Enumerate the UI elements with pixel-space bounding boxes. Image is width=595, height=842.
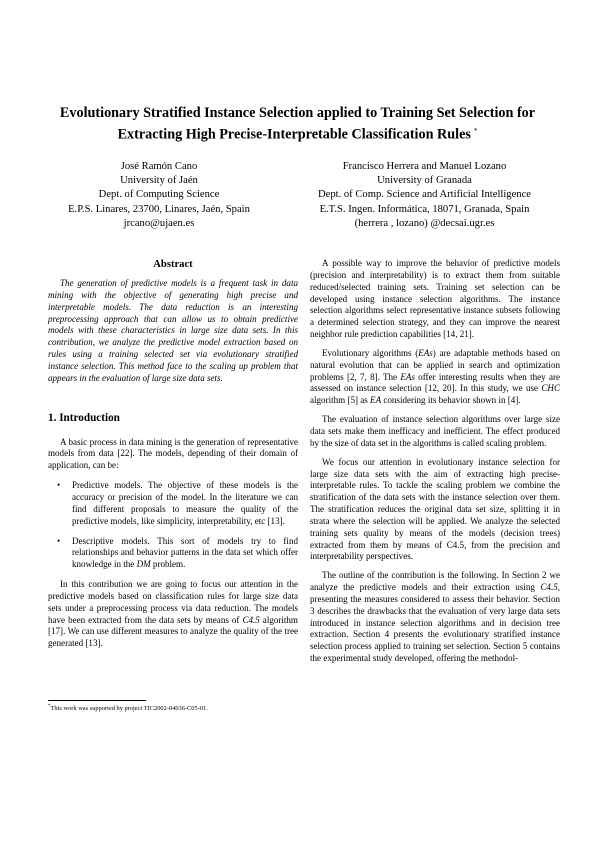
paragraph-text: considering its behavior shown in [4]. bbox=[381, 395, 521, 406]
title-line-1: Evolutionary Stratified Instance Selection applied to Training Set Selection for bbox=[59, 105, 536, 121]
footnote-text: This work was supported by project TIC2002-04036-C05-01. bbox=[50, 705, 208, 713]
author-affiliation: University of Granada bbox=[377, 175, 472, 187]
bullet-icon: • bbox=[57, 480, 61, 491]
paragraph-emphasis: EA bbox=[370, 395, 382, 406]
paragraph-emphasis: C4.5 bbox=[242, 614, 260, 625]
footnote-divider bbox=[48, 700, 146, 701]
title-line-2-text: Extracting High Precise-Interpretable Classification Rules bbox=[117, 126, 471, 143]
footnote-mark: * bbox=[48, 704, 51, 709]
title-footnote-mark: * bbox=[473, 127, 478, 135]
list-item bbox=[48, 536, 298, 572]
paragraph-emphasis: CHC bbox=[541, 383, 560, 394]
list-item bbox=[48, 480, 298, 527]
paragraph-text: The outline of the contribution is the following. In Section 2 we analyze the predictive models and their extraction using bbox=[310, 570, 560, 593]
author-address: E.P.S. Linares, 23700, Linares, Jaén, Spain bbox=[68, 203, 250, 215]
list-item-text: Predictive models. The objective of these models is the accuracy or precision of the model. In the literature we can find different proposals to measure the quality of the predictive models, like simplicity, interpretability, etc [13]. bbox=[72, 480, 298, 526]
left-column bbox=[48, 258, 298, 650]
author-address: E.T.S. Ingen. Informática, 18071, Granada, Spain bbox=[319, 203, 530, 215]
list-item-text: Descriptive models. This sort of models try to find relationships and behavior patterns in the data set which offer knowledge in the bbox=[72, 535, 298, 570]
right-paragraph-1: A possible way to improve the behavior of predictive models (precision and interpretability) is to extract them from suitable reduced/selected training sets. Training set selection can be developed using instance selection algorithms. The instance selection algorithms select representative instance subsets following a determined selection strategy, and they can improve the nearest neighbor rule prediction capabilities [14, 21]. bbox=[310, 258, 560, 340]
footnote bbox=[48, 703, 298, 713]
author-email: jrcano@ujaen.es bbox=[123, 217, 195, 229]
author-name: José Ramón Cano bbox=[120, 161, 198, 172]
bullet-icon: • bbox=[57, 535, 61, 546]
paragraph-emphasis: C4.5 bbox=[540, 582, 558, 593]
paragraph-text: algorithm [5] as bbox=[310, 395, 371, 406]
paragraph-emphasis: EAs bbox=[400, 371, 415, 382]
author-department: Dept. of Comp. Science and Artificial Intelligence bbox=[318, 189, 531, 201]
paper-title bbox=[40, 104, 555, 144]
paragraph-text: algorithm [17]. We can use different measures to analyze the quality of the tree generated [13]. bbox=[48, 614, 298, 649]
paragraph-text: In this contribution we are going to focus our attention in the predictive models based on classification rules for large size data sets under a preprocessing process via data reduction. The models have been extracted from the data sets by means of bbox=[48, 579, 298, 625]
paragraph-emphasis: EAs bbox=[418, 347, 433, 358]
right-paragraph-3: The evaluation of instance selection algorithms over large size data sets make them inefficacy and inefficient. The effect produced by the size of data set in the algorithms is called scaling problem. bbox=[310, 414, 560, 448]
author-name: Francisco Herrera and Manuel Lozano bbox=[342, 161, 507, 172]
intro-paragraph-2 bbox=[48, 579, 298, 650]
author-department: Dept. of Computing Science bbox=[98, 189, 220, 201]
section-heading-introduction: 1. Introduction bbox=[48, 411, 120, 424]
right-paragraph-4: We focus our attention in evolutionary instance selection for large size data sets with the aim of extracting high precise-interpretable rules. To tackle the scaling problem we combine the stratification of the data sets with the instance selection over them. The stratification reduces the original data set size, splitting it in strata where the selection will be applied. We analyze the selected training sets quality by means of the models (decision trees) extracted from them by means of C4.5, from the precision and interpretability perspectives. bbox=[310, 456, 560, 562]
right-column bbox=[310, 258, 560, 665]
author-affiliation: University of Jaén bbox=[120, 175, 198, 187]
list-item-text-end: problem. bbox=[150, 559, 186, 570]
right-paragraph-2 bbox=[310, 348, 560, 407]
title-line-2 bbox=[40, 122, 555, 144]
abstract-heading: Abstract bbox=[153, 259, 193, 270]
right-paragraph-5 bbox=[310, 570, 560, 665]
abstract-text: The generation of predictive models is a frequent task in data mining with the objective of generating high precise and interpretable models. The data reduction is an interesting preprocessing approach that can allow us to obtain predictive models with these characteristics in large size data sets. In this contribution, we analyze the predictive model extraction based on rules using a training selected set via evolutionary stratified instance selection. This method face to the scaling up problem that appears in the evaluation of large size data sets. bbox=[48, 278, 298, 383]
paragraph-text: , presenting the measures considered to assess their behavior. Section 3 describes the drawbacks that the evaluation of very large data sets introduced in instance selection algorithms and in decision tree extraction. Section 4 presents the evolutionary stratified instance selection process applied to training set selection. Section 5 contains the experimental study developed, offering the methodol- bbox=[310, 582, 560, 664]
author-block-1 bbox=[48, 160, 270, 231]
author-email: (herrera , lozano) @decsai.ugr.es bbox=[354, 217, 495, 229]
intro-paragraph-1: A basic process in data mining is the generation of representative models from data [22]. The models, depending of their domain of application, can be: bbox=[48, 436, 298, 471]
paragraph-text: ) are adaptable methods based on natural evolution that can be applied in search and optimization problems [2, 7, 8]. The bbox=[310, 347, 560, 382]
model-type-list bbox=[48, 480, 298, 571]
author-block-2 bbox=[282, 160, 567, 231]
list-item-emphasis: DM bbox=[136, 559, 151, 570]
paragraph-text: offer interesting results when they are assessed on instance selection [12, 20]. In this study, we use bbox=[310, 371, 560, 394]
paragraph-text: Evolutionary algorithms ( bbox=[322, 347, 419, 358]
